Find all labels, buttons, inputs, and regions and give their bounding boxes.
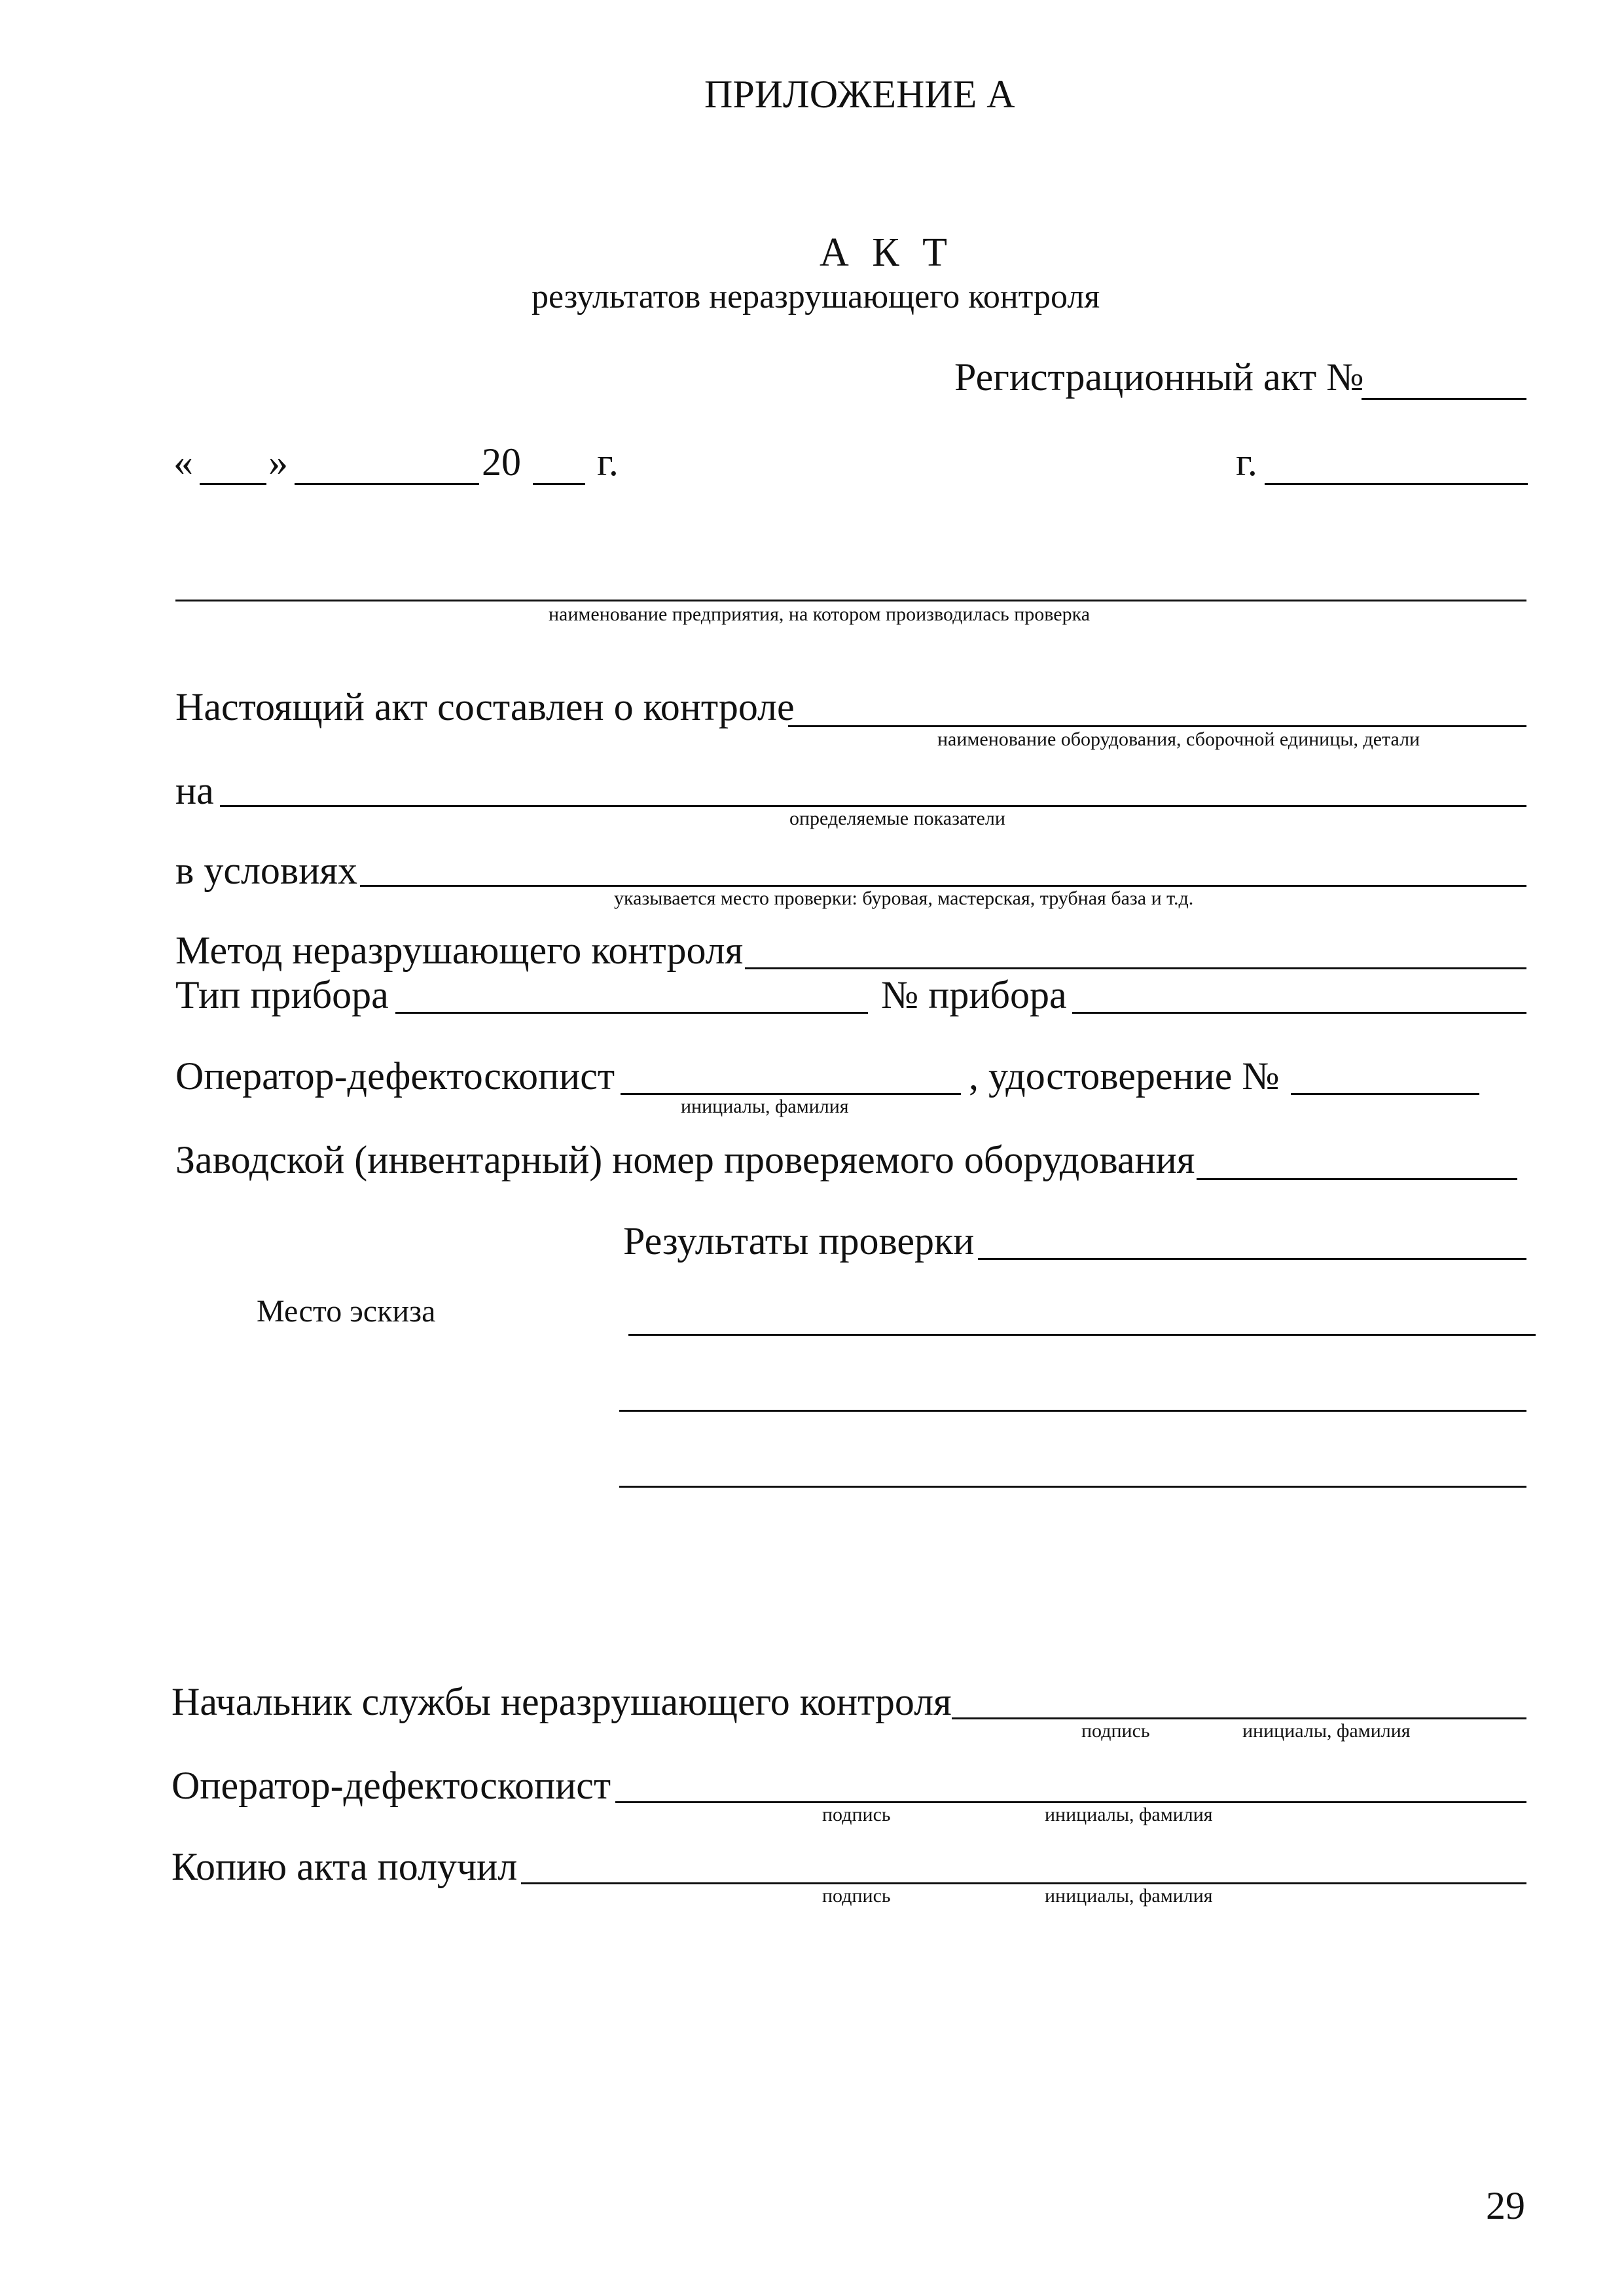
registration-number-field[interactable] <box>1362 398 1526 400</box>
method-field[interactable] <box>745 967 1526 969</box>
date-open-quote: « <box>173 440 193 484</box>
appendix-title: ПРИЛОЖЕНИЕ А <box>704 73 1015 116</box>
operator-signature-label: Оператор-дефектоскопист <box>171 1764 611 1807</box>
copy-received-label: Копию акта получил <box>171 1845 518 1888</box>
method-label: Метод неразрушающего контроля <box>175 929 744 972</box>
date-month-field[interactable] <box>295 483 479 485</box>
control-hint: наименование оборудования, сборочной единицы, детали <box>937 728 1420 750</box>
on-label: на <box>175 769 214 812</box>
city-field[interactable] <box>1265 483 1528 485</box>
conditions-field[interactable] <box>360 885 1526 887</box>
operator-name-field[interactable] <box>621 1093 961 1095</box>
conditions-hint: указывается место проверки: буровая, мастерская, трубная база и т.д. <box>614 888 1194 909</box>
date-close-quote: » <box>268 440 288 484</box>
device-number-field[interactable] <box>1072 1012 1526 1014</box>
page-number: 29 <box>1486 2184 1525 2227</box>
city-label: г. <box>1236 440 1257 484</box>
results-label: Результаты проверки <box>623 1219 975 1263</box>
head-signature-field[interactable] <box>952 1717 1526 1719</box>
serial-field[interactable] <box>1197 1178 1517 1180</box>
date-day-field[interactable] <box>200 483 266 485</box>
certificate-number-field[interactable] <box>1291 1093 1479 1095</box>
results-line-3[interactable] <box>619 1486 1526 1488</box>
copy-received-hint-name: инициалы, фамилия <box>1045 1885 1213 1907</box>
results-line-2[interactable] <box>619 1410 1526 1412</box>
serial-label: Заводской (инвентарный) номер проверяемого оборудования <box>175 1138 1195 1181</box>
date-year-suffix: г. <box>597 440 619 484</box>
on-hint: определяемые показатели <box>789 808 1005 829</box>
enterprise-hint: наименование предприятия, на котором производилась проверка <box>549 603 1091 625</box>
act-subtitle: результатов неразрушающего контроля <box>532 278 1100 315</box>
control-object-field[interactable] <box>788 725 1526 727</box>
enterprise-field[interactable] <box>175 600 1526 601</box>
date-year-prefix: 20 <box>482 440 521 484</box>
certificate-label: , удостоверение № <box>969 1054 1280 1098</box>
device-type-field[interactable] <box>395 1012 868 1014</box>
operator-signature-field[interactable] <box>615 1801 1526 1803</box>
act-title: А К Т <box>820 230 954 275</box>
operator-signature-hint-name: инициалы, фамилия <box>1045 1804 1213 1825</box>
results-line-1[interactable] <box>628 1334 1536 1336</box>
operator-signature-hint-sign: подпись <box>822 1804 891 1825</box>
head-signature-label: Начальник службы неразрушающего контроля <box>171 1680 952 1723</box>
conditions-label: в условиях <box>175 849 357 892</box>
on-field[interactable] <box>220 805 1526 807</box>
operator-label: Оператор-дефектоскопист <box>175 1054 615 1098</box>
control-label: Настоящий акт составлен о контроле <box>175 685 795 728</box>
sketch-label: Место эскиза <box>257 1294 436 1329</box>
device-type-label: Тип прибора <box>175 973 389 1016</box>
head-signature-hint-name: инициалы, фамилия <box>1242 1720 1411 1742</box>
device-number-label: № прибора <box>881 973 1067 1016</box>
copy-received-field[interactable] <box>521 1882 1526 1884</box>
head-signature-hint-sign: подпись <box>1081 1720 1150 1742</box>
results-field[interactable] <box>978 1258 1526 1260</box>
date-year-field[interactable] <box>533 483 585 485</box>
registration-label: Регистрационный акт № <box>954 355 1364 399</box>
operator-hint: инициалы, фамилия <box>681 1096 849 1117</box>
copy-received-hint-sign: подпись <box>822 1885 891 1907</box>
